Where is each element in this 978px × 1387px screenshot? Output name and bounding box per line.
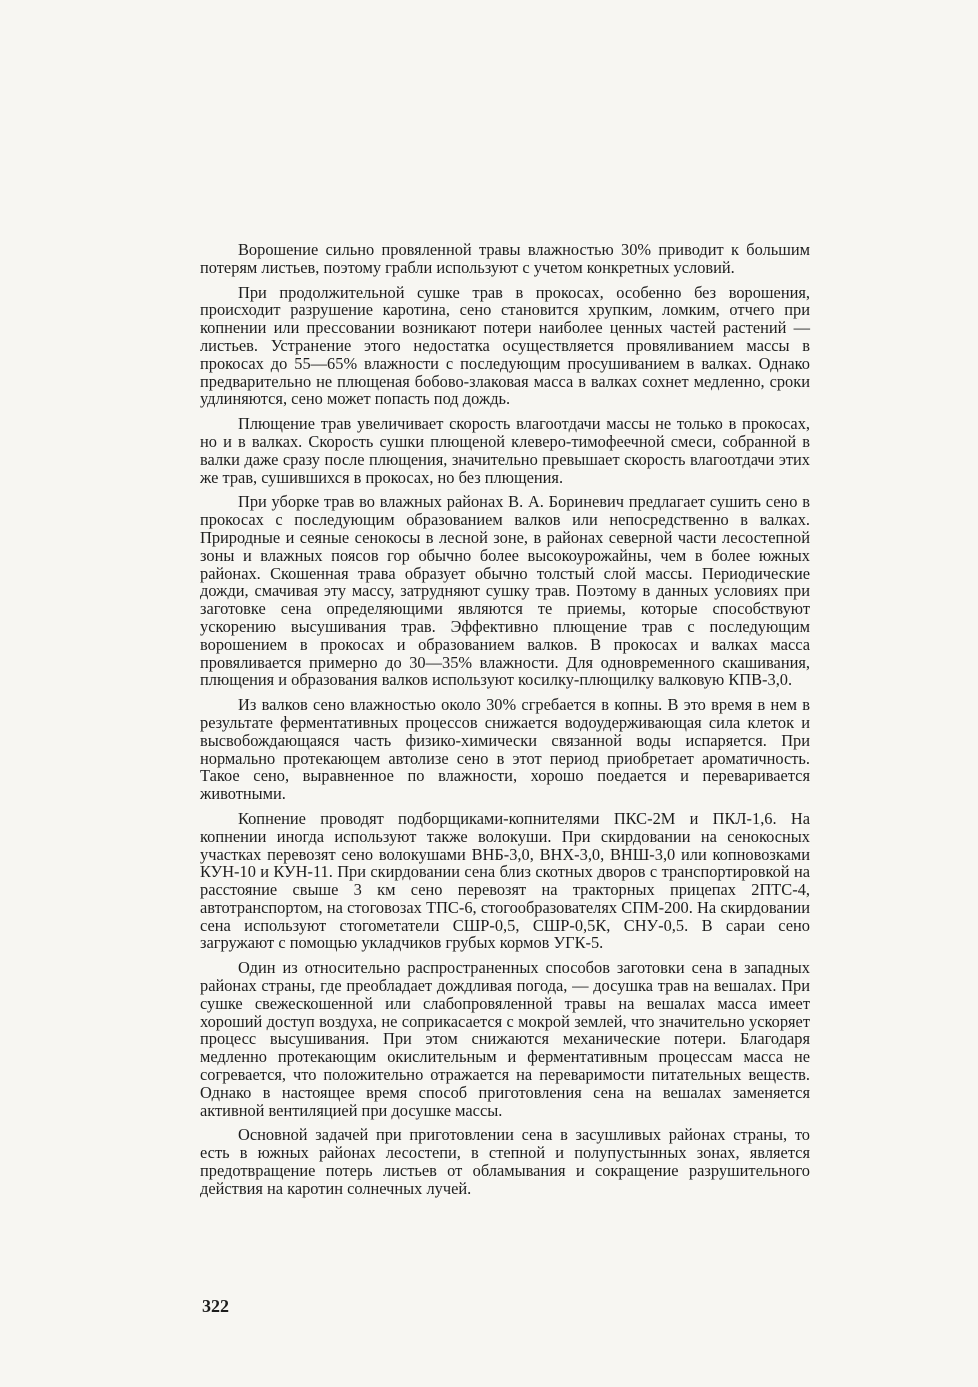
paragraph-3: Плющение трав увеличивает скорость влагоотдачи массы не только в прокосах, но и в валках. Скорость сушки плющеной клеверо-тимофеечной смеси, собранной в валки даже сразу после плющения, значительно превышает скорость влагоотдачи этих же трав, сушившихся в прокосах, но без плющения. — [200, 414, 810, 487]
paragraph-1: Ворошение сильно провяленной травы влажностью 30% приводит к большим потерям листьев, поэтому грабли используют с учетом конкретных условий. — [200, 240, 810, 277]
paragraph-6: Копнение проводят подборщиками-копнителями ПКС-2М и ПКЛ-1,6. На копнении иногда используют также волокуши. При скирдовании на сенокосных участках перевозят сено волокушами ВНБ-3,0, ВНХ-3,0, ВНШ-3,0 или копновозками КУН-10 и КУН-11. При скирдовании сена близ скотных дворов с транспортировкой на расстояние свыше 3 км сено перевозят на тракторных прицепах 2ПТС-4, автотранспортом, на стоговозах ТПС-6, стогообразователях СПМ-200. На скирдовании сена используют стогометатели СШР-0,5, СШР-0,5К, СНУ-0,5. В сараи сено загружают с помощью укладчиков грубых кормов УГК-5. — [200, 808, 810, 953]
page-number: 322 — [202, 1296, 229, 1316]
paragraph-2: При продолжительной сушке трав в прокосах, особенно без ворошения, происходит разрушение каротина, сено становится хрупким, ломким, отчего при копнении или прессовании возникают потери наиболее ценных частей растений — листьев. Устранение этого недостатка осуществляется провяливанием массы в прокосах до 55—65% влажности с последующим просушиванием в валках. Однако предварительно не плющеная бобово-злаковая масса в валках сохнет медленно, сроки удлиняются, сено может попасть под дождь. — [200, 282, 810, 409]
paragraph-4: При уборке трав во влажных районах В. А. Бориневич предлагает сушить сено в прокосах с последующим образованием валков или непосредственно в валках. Природные и сеяные сенокосы в лесной зоне, в районах северной части лесостепной зоны и влажных поясов гор обычно более высокоурожайны, чем в более южных районах. Скошенная трава образует обычно толстый слой массы. Периодические дожди, смачивая эту массу, затрудняют сушку трав. Поэтому в данных условиях при заготовке сена определяющими являются те приемы, которые способствуют ускорению высушивания трав. Эффективно плющение трав с последующим ворошением в прокосах и образованием валков. В прокосах и валках масса провяливается примерно до 30—35% влажности. Для одновременного скашивания, плющения и образования валков используют косилку-плющилку валковую КПВ-3,0. — [200, 492, 810, 690]
body-text — [200, 241, 810, 1205]
paragraph-7: Один из относительно распространенных способов заготовки сена в западных районах страны, где преобладает дождливая погода, — досушка трав на вешалах. При сушке свежескошенной или слабопровяленной травы на вешалах масса имеет хороший доступ воздуха, не соприкасается с мокрой землей, что значительно ускоряет процесс высушивания. При этом снижаются механические потери. Благодаря медленно протекающим окислительным и ферментативным процессам масса не согревается, что положительно отражается на переваримости питательных веществ. Однако в настоящее время способ приготовления сена на вешалах заменяется активной вентиляцией при досушке массы. — [200, 958, 810, 1120]
paragraph-8: Основной задачей при приготовлении сена в засушливых районах страны, то есть в южных районах лесостепи, в степной и полупустынных зонах, является предотвращение потерь листьев от обламывания и сокращение разрушительного действия на каротин солнечных лучей. — [200, 1125, 810, 1198]
paragraph-5: Из валков сено влажностью около 30% сгребается в копны. В это время в нем в результате ферментативных процессов снижается водоудерживающая сила клеток и высвобождающаяся часть физико-химически связанной воды испаряется. При нормально протекающем автолизе сено в этот период приобретает ароматичность. Такое сено, выравненное по влажности, хорошо поедается и переваривается животными. — [200, 695, 810, 804]
